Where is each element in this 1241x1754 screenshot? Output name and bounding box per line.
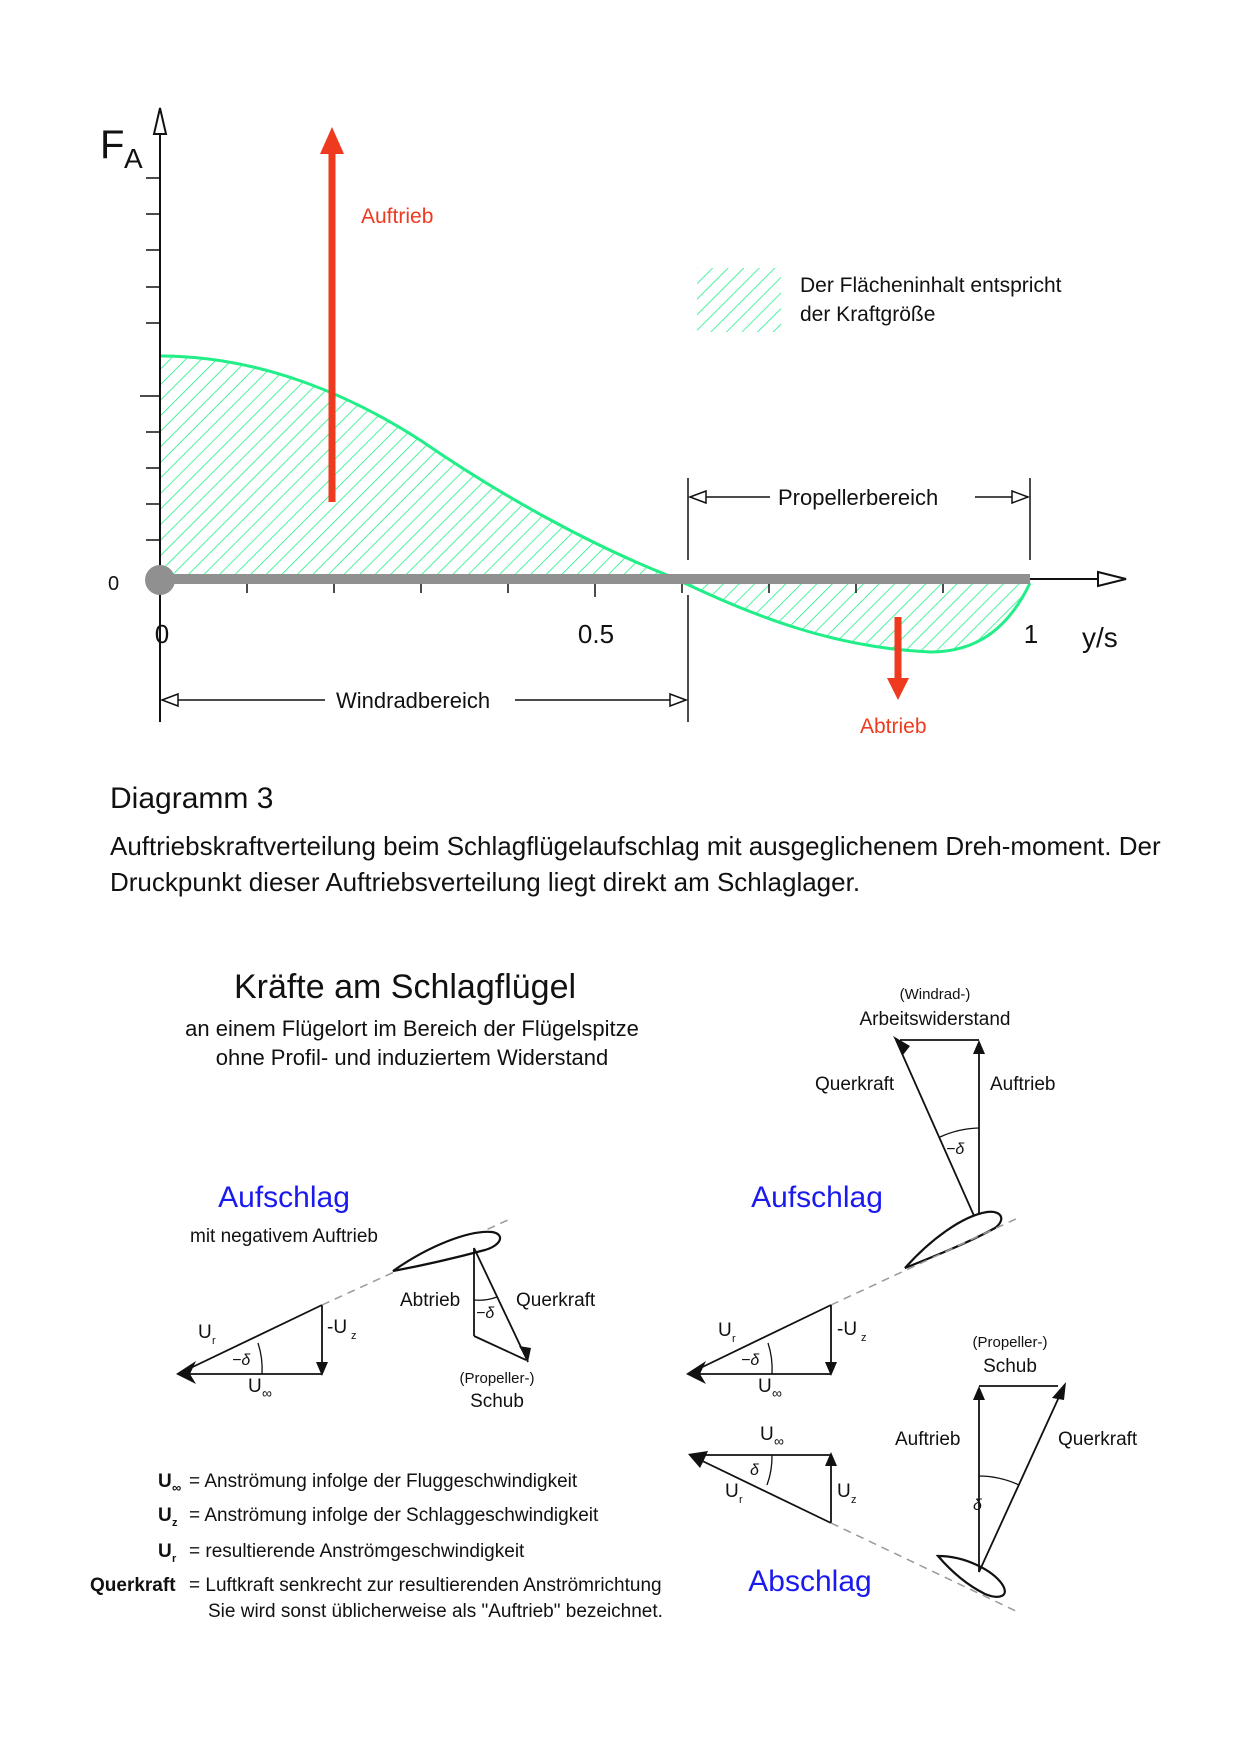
abschlag-delta-label: δ	[750, 1462, 759, 1479]
right-aufschlag-heading: Aufschlag	[751, 1181, 883, 1214]
left-delta-arc	[258, 1343, 262, 1374]
auftrieb-label: Auftrieb	[361, 205, 434, 228]
forces-subtitle-2: ohne Profil- und induziertem Widerstand	[215, 1045, 609, 1070]
forces-title: Kräfte am Schlagflügel	[233, 968, 577, 1006]
legend-sym-uz: U	[158, 1505, 172, 1526]
abschlag-querkraft-vector	[979, 1386, 1064, 1572]
left-uz-sub: z	[351, 1330, 357, 1342]
left-abtrieb-label: Abtrieb	[400, 1290, 461, 1311]
legend-extra-line: Sie wird sonst üblicherweise als "Auftrieb" bezeichnet.	[208, 1601, 663, 1622]
right-ur-label: U	[718, 1320, 732, 1341]
right-querkraft-label: Querkraft	[815, 1074, 895, 1095]
legend-eq-querkraft: = Luftkraft senkrecht zur resultierenden Anströmrichtung	[189, 1575, 662, 1596]
left-delta-force-label: −δ	[476, 1305, 495, 1322]
abtrieb-arrowhead	[887, 678, 909, 700]
legend-eq-uz: = Anströmung infolge der Schlaggeschwindigkeit	[189, 1505, 599, 1526]
legend-hatch-swatch	[697, 268, 781, 332]
left-aufschlag-heading: Aufschlag	[218, 1181, 350, 1214]
abschlag-uz-sub: z	[851, 1494, 857, 1506]
abschlag-delta-force-label: δ	[973, 1497, 982, 1514]
left-querkraft-label: Querkraft	[516, 1290, 596, 1311]
auftrieb-arrowhead	[320, 127, 344, 154]
zero-label: 0	[108, 573, 120, 595]
x-tick-label-1: 1	[1023, 619, 1039, 649]
left-delta-label: −δ	[232, 1352, 251, 1369]
left-aufschlag-group	[176, 1181, 596, 1412]
legend-sym-querkraft: Querkraft	[90, 1575, 176, 1596]
left-propeller-label: (Propeller-)	[459, 1370, 535, 1387]
left-ur-label: U	[198, 1322, 212, 1343]
left-schub-label: Schub	[470, 1391, 524, 1412]
left-ur-sub: r	[212, 1335, 216, 1347]
caption-title: Diagramm 3	[110, 782, 274, 815]
right-ur-sub: r	[732, 1333, 736, 1345]
windradbereich-label: Windradbereich	[336, 688, 491, 713]
lift-distribution-diagram	[100, 108, 1126, 738]
right-auftrieb-arrowhead	[973, 1040, 985, 1054]
legend-sub-uinf: ∞	[172, 1480, 182, 1495]
right-delta-arc-force	[940, 1128, 979, 1137]
abschlag-ur-vector	[690, 1455, 831, 1523]
abschlag-uinf-sub: ∞	[774, 1433, 784, 1449]
right-auftrieb-label: Auftrieb	[990, 1074, 1056, 1095]
y-axis-subscript: A	[124, 143, 143, 174]
abschlag-ur-arrowhead	[688, 1451, 708, 1468]
right-uz-label: -U	[837, 1319, 858, 1340]
right-delta-arc	[768, 1343, 772, 1374]
x-axis-label: y/s	[1082, 622, 1118, 653]
propeller-range-arrow-left	[690, 491, 706, 503]
forces-subtitle-1: an einem Flügelort im Bereich der Flügelspitze	[185, 1016, 639, 1041]
right-delta-label: −δ	[741, 1352, 760, 1369]
right-ur-vector	[688, 1305, 831, 1374]
legend-text-line2: der Kraftgröße	[800, 303, 936, 326]
right-uinf-label: U	[758, 1376, 772, 1397]
abschlag-querkraft-arrowhead	[1052, 1382, 1066, 1400]
abtrieb-label: Abtrieb	[860, 715, 927, 738]
right-uinf-sub: ∞	[772, 1385, 782, 1401]
y-axis-label: F	[100, 123, 125, 167]
left-uz-label: -U	[327, 1317, 348, 1338]
abschlag-auftrieb-arrowhead	[973, 1386, 985, 1400]
abschlag-uz-label: U	[837, 1481, 851, 1502]
right-arbeitswiderstand-label: Arbeitswiderstand	[859, 1009, 1011, 1030]
left-airfoil	[393, 1232, 500, 1271]
legend-text-line1: Der Flächeninhalt entspricht	[800, 274, 1062, 297]
legend-eq-uinf: = Anströmung infolge der Fluggeschwindigkeit	[189, 1471, 578, 1492]
forces-diagram	[90, 968, 1138, 1622]
abschlag-heading: Abschlag	[748, 1565, 872, 1598]
caption-body: Auftriebskraftverteilung beim Schlagflügelaufschlag mit ausgeglichenem Dreh-moment. Der Druckpunkt dieser Auftriebsverteilung liegt direkt am Schlaglager.	[110, 831, 1161, 897]
abschlag-ur-label: U	[725, 1481, 739, 1502]
right-top-airfoil	[905, 1212, 1001, 1268]
propellerbereich-label: Propellerbereich	[778, 485, 939, 510]
right-ur-arrowhead	[686, 1361, 706, 1384]
left-uinf-label: U	[248, 1376, 262, 1397]
windrad-range-arrow-right	[670, 694, 686, 706]
abschlag-schub-label: Schub	[983, 1356, 1037, 1377]
windrad-range-arrow-left	[162, 694, 178, 706]
abschlag-ur-sub: r	[739, 1494, 743, 1506]
abschlag-delta-arc	[767, 1455, 772, 1485]
x-axis-arrowhead	[1098, 572, 1126, 586]
y-axis-arrowhead	[154, 108, 166, 134]
legend-sub-ur: r	[172, 1553, 177, 1565]
x-tick-label-0-5: 0.5	[577, 619, 615, 649]
right-windrad-label: (Windrad-)	[899, 986, 971, 1003]
propeller-range-arrow-right	[1012, 491, 1028, 503]
diagram-caption	[110, 782, 1170, 900]
left-ur-arrowhead	[176, 1361, 196, 1384]
symbol-legend	[90, 1471, 663, 1622]
abschlag-auftrieb-label: Auftrieb	[895, 1429, 961, 1450]
right-querkraft-vector	[896, 1040, 979, 1227]
left-aufschlag-note: mit negativem Auftrieb	[190, 1226, 378, 1247]
abschlag-delta-arc-force	[979, 1476, 1019, 1485]
left-uinf-sub: ∞	[262, 1385, 272, 1401]
legend-sub-uz: z	[172, 1517, 178, 1529]
y-axis-ticks	[140, 178, 160, 540]
legend-sym-ur: U	[158, 1541, 172, 1562]
legend-sym-uinf: U	[158, 1471, 172, 1492]
abschlag-propeller-label: (Propeller-)	[972, 1334, 1048, 1351]
legend-eq-ur: = resultierende Anströmgeschwindigkeit	[189, 1541, 525, 1562]
hinge-point	[145, 565, 175, 595]
right-uz-sub: z	[861, 1332, 867, 1344]
right-abschlag-group	[688, 1334, 1138, 1613]
abschlag-querkraft-label: Querkraft	[1058, 1429, 1138, 1450]
x-tick-label-0: 0	[154, 619, 170, 649]
abschlag-uinf-label: U	[760, 1424, 774, 1445]
right-delta-force-label: −δ	[946, 1141, 965, 1158]
left-delta-arc-force	[474, 1297, 497, 1300]
